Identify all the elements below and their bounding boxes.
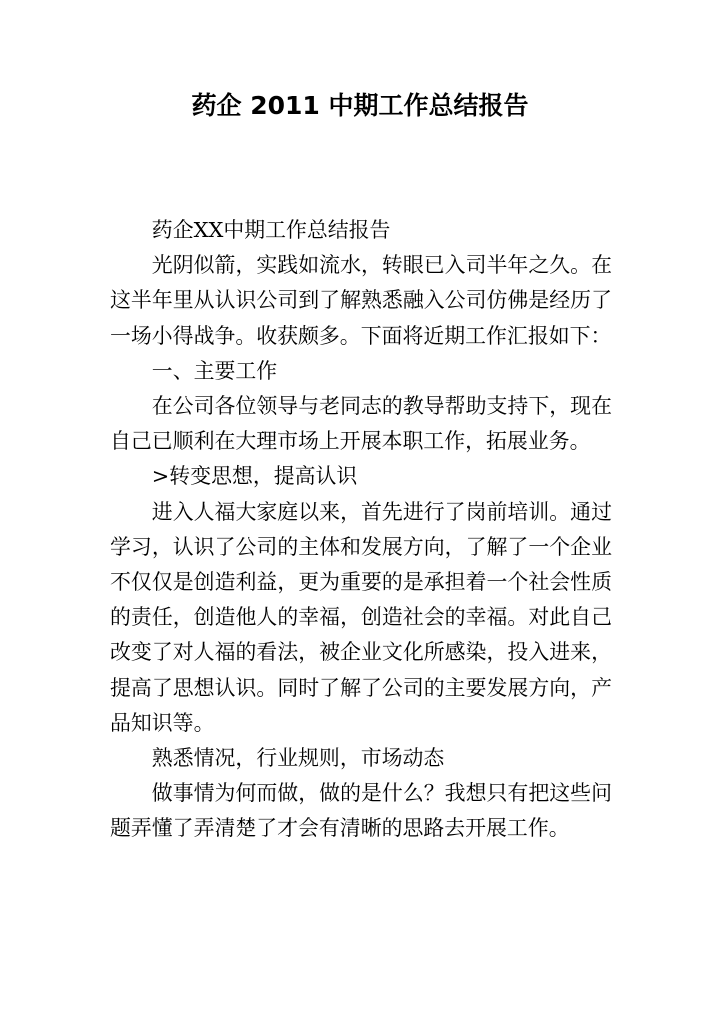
subheading-industry-rules: 熟悉情况，行业规则，市场动态: [151, 746, 445, 771]
paragraph-subtitle: 药企XX中期工作总结报告: [151, 218, 391, 242]
paragraph-main-work: 在公司各位领导与老同志的教导帮助支持下，现在自己已顺利在大理市场上开展本职工作，拓展业务。: [110, 394, 612, 454]
document-title: 药企 2011 中期工作总结报告: [191, 91, 529, 120]
paragraph-why-work: 做事情为何而做，做的是什么？我想只有把这些问题弄懂了弄清楚了才会有清晰的思路去开展工作。: [110, 781, 612, 841]
section-heading-main-work: 一、主要工作: [151, 358, 278, 383]
paragraph-training: 进入人福大家庭以来，首先进行了岗前培训。通过学习，认识了公司的主体和发展方向，了解了一个企业不仅仅是创造利益，更为重要的是承担着一个社会性质的责任，创造他人的幸福，创造社会的幸福。对此自己改变了对人福的看法，被企业文化所感染，投入进来，提高了思想认识。同时了解了公司的主要发展方向，产品知识等。: [110, 499, 612, 735]
document-body: [110, 213, 612, 847]
subheading-change-thinking: >转变思想，提高认识: [151, 464, 358, 489]
paragraph-intro: 光阴似箭，实践如流水，转眼已入司半年之久。在这半年里从认识公司到了解熟悉融入公司仿佛是经历了一场小得战争。收获颇多。下面将近期工作汇报如下：: [110, 253, 612, 348]
